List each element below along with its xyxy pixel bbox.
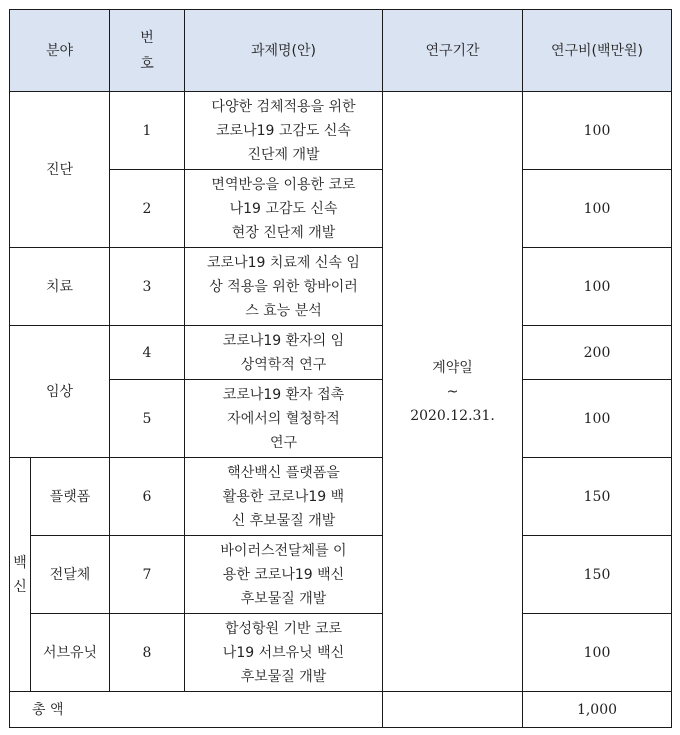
task-title-line: 스 효능 분석 [245,302,322,319]
task-title-line: 상 적용을 위한 항바이러 [209,278,358,295]
budget-value: 150 [523,536,672,614]
group-treatment: 치료 [10,248,110,326]
task-title-line: 코로나19 고감도 신속 [216,122,351,139]
task-title-line: 상역학적 연구 [240,356,327,373]
research-period [383,92,523,692]
row-number: 5 [110,380,185,458]
group-vaccine-char: 신 [13,578,27,595]
total-row [10,692,672,728]
table-row [10,536,672,614]
task-title [185,614,383,692]
period-start: 계약일 [432,359,473,376]
table-row [10,458,672,536]
group-diagnosis: 진단 [10,92,110,248]
group-vaccine-char: 백 [13,554,27,571]
task-title [185,458,383,536]
budget-value: 100 [523,614,672,692]
subgroup-carrier: 전달체 [31,536,110,614]
subgroup-platform: 플랫폼 [31,458,110,536]
task-title-line: 합성항원 기반 코로 [224,620,343,637]
table-row [10,380,672,458]
row-number: 4 [110,326,185,380]
task-title-line: 후보물질 개발 [240,590,327,607]
total-amount: 1,000 [523,692,672,728]
task-title-line: 현장 진단제 개발 [231,224,336,241]
budget-value: 100 [523,92,672,170]
header-budget: 연구비(백만원) [523,10,672,92]
row-number: 3 [110,248,185,326]
table-row [10,248,672,326]
header-number-char: 번 [140,29,154,46]
task-title-line: 다양한 검체적용을 위한 [211,98,356,115]
task-title-line: 나19 서브유닛 백신 [222,644,345,661]
total-label: 총 액 [10,692,383,728]
task-title-line: 나19 고감도 신속 [229,200,338,217]
budget-value: 100 [523,170,672,248]
row-number: 2 [110,170,185,248]
table-row [10,92,672,170]
task-title-line: 신 후보물질 개발 [231,512,336,529]
research-budget-table [9,9,672,728]
task-title-line: 면역반응을 이용한 코로 [211,176,356,193]
task-title [185,326,383,380]
task-title-line: 코로나19 환자 접촉 [222,386,345,403]
table-row [10,614,672,692]
task-title-line: 용한 코로나19 백신 [222,566,345,583]
budget-value: 100 [523,248,672,326]
row-number: 1 [110,92,185,170]
row-number: 6 [110,458,185,536]
period-separator: ~ [446,383,459,400]
task-title-line: 연구 [269,434,298,451]
task-title-line: 후보물질 개발 [240,668,327,685]
header-title: 과제명(안) [185,10,383,92]
header-number [110,10,185,92]
budget-value: 150 [523,458,672,536]
task-title [185,380,383,458]
task-title-line: 코로나19 치료제 신속 임 [207,254,360,271]
table-header-row [10,10,672,92]
header-number-char: 호 [140,55,154,72]
table-row [10,170,672,248]
task-title [185,248,383,326]
table-row [10,326,672,380]
subgroup-subunit: 서브유닛 [31,614,110,692]
header-field: 분야 [10,10,110,92]
budget-value: 100 [523,380,672,458]
task-title-line: 코로나19 환자의 임 [222,332,345,349]
budget-value: 200 [523,326,672,380]
row-number: 8 [110,614,185,692]
period-end: 2020.12.31. [410,407,495,424]
total-period-empty [383,692,523,728]
task-title-line: 활용한 코로나19 백 [222,488,345,505]
task-title-line: 핵산백신 플랫폼을 [227,464,340,481]
task-title-line: 진단제 개발 [247,146,320,163]
group-clinical: 임상 [10,326,110,458]
task-title [185,536,383,614]
header-period: 연구기간 [383,10,523,92]
group-vaccine [10,458,31,692]
task-title-line: 바이러스전달체를 이 [220,542,347,559]
task-title [185,170,383,248]
task-title [185,92,383,170]
task-title-line: 자에서의 혈청학적 [227,410,340,427]
row-number: 7 [110,536,185,614]
